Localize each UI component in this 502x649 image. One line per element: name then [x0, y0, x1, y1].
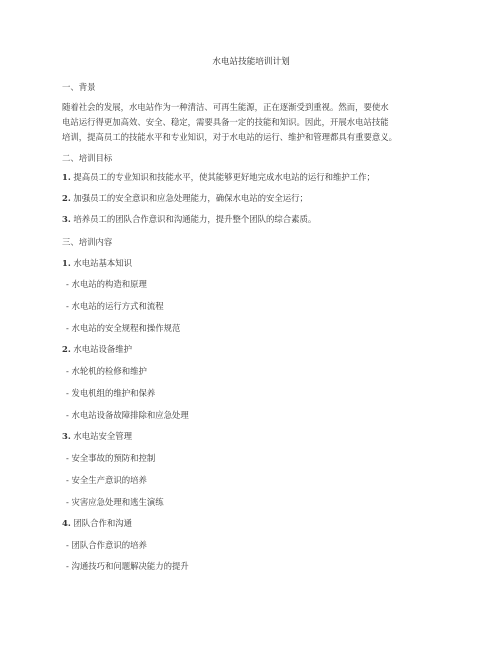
content-group-title [62, 344, 446, 355]
paragraph-line: 电站运行得更加高效、安全、稳定，需要具备一定的技能和知识。因此，开展水电站技能 [62, 117, 389, 127]
content-subitem: - 安全事故的预防和控制 [66, 453, 156, 463]
section-heading-goals: 二、培训目标 [62, 153, 113, 163]
content-subitem: - 水轮机的检修和维护 [66, 366, 147, 376]
item-number: 3. [62, 214, 71, 224]
paragraph-line: 随着社会的发展，水电站作为一种清洁、可再生能源，正在逐渐受到重视。然而，要使水 [62, 102, 389, 112]
content-group-title [62, 431, 446, 442]
section-heading-content: 三、培训内容 [62, 237, 113, 247]
goal-item [62, 193, 446, 204]
paragraph-line: 培训，提高员工的技能水平和专业知识，对于水电站的运行、维护和管理都具有重要意义。 [62, 132, 397, 142]
content-subitem: - 安全生产意识的培养 [66, 475, 147, 485]
item-number: 3. [62, 431, 71, 441]
content-subitem: - 水电站的构造和原理 [66, 279, 147, 289]
content-subitem: - 灾害应急处理和逃生演练 [66, 497, 164, 507]
item-text: 培养员工的团队合作意识和沟通能力，提升整个团队的综合素质。 [73, 214, 317, 224]
item-text: 加强员工的安全意识和应急处理能力，确保水电站的安全运行； [73, 193, 308, 203]
goal-item [62, 214, 446, 225]
goal-item [62, 172, 446, 183]
item-text: 水电站基本知识 [73, 258, 133, 268]
item-text: 水电站安全管理 [73, 431, 133, 441]
content-subitem: - 水电站的运行方式和流程 [66, 301, 164, 311]
item-number: 2. [62, 193, 71, 203]
section-heading-background: 一、背景 [62, 82, 96, 92]
content-subitem: - 沟通技巧和问题解决能力的提升 [66, 561, 189, 571]
content-subitem: - 团队合作意识的培养 [66, 540, 147, 550]
content-subitem: - 水电站设备故障排除和应急处理 [66, 410, 189, 420]
content-group-title [62, 258, 446, 269]
item-number: 2. [62, 344, 71, 354]
item-text: 提高员工的专业知识和技能水平，使其能够更好地完成水电站的运行和维护工作； [73, 172, 375, 182]
item-number: 1. [62, 258, 71, 268]
content-group-title [62, 518, 446, 529]
content-subitem: - 水电站的安全规程和操作规范 [66, 323, 181, 333]
content-subitem: - 发电机组的维护和保养 [66, 388, 156, 398]
item-number: 1. [62, 172, 71, 182]
item-text: 团队合作和沟通 [73, 518, 133, 528]
item-number: 4. [62, 518, 71, 528]
item-text: 水电站设备维护 [73, 344, 133, 354]
page-title: 水电站技能培训计划 [212, 57, 290, 67]
